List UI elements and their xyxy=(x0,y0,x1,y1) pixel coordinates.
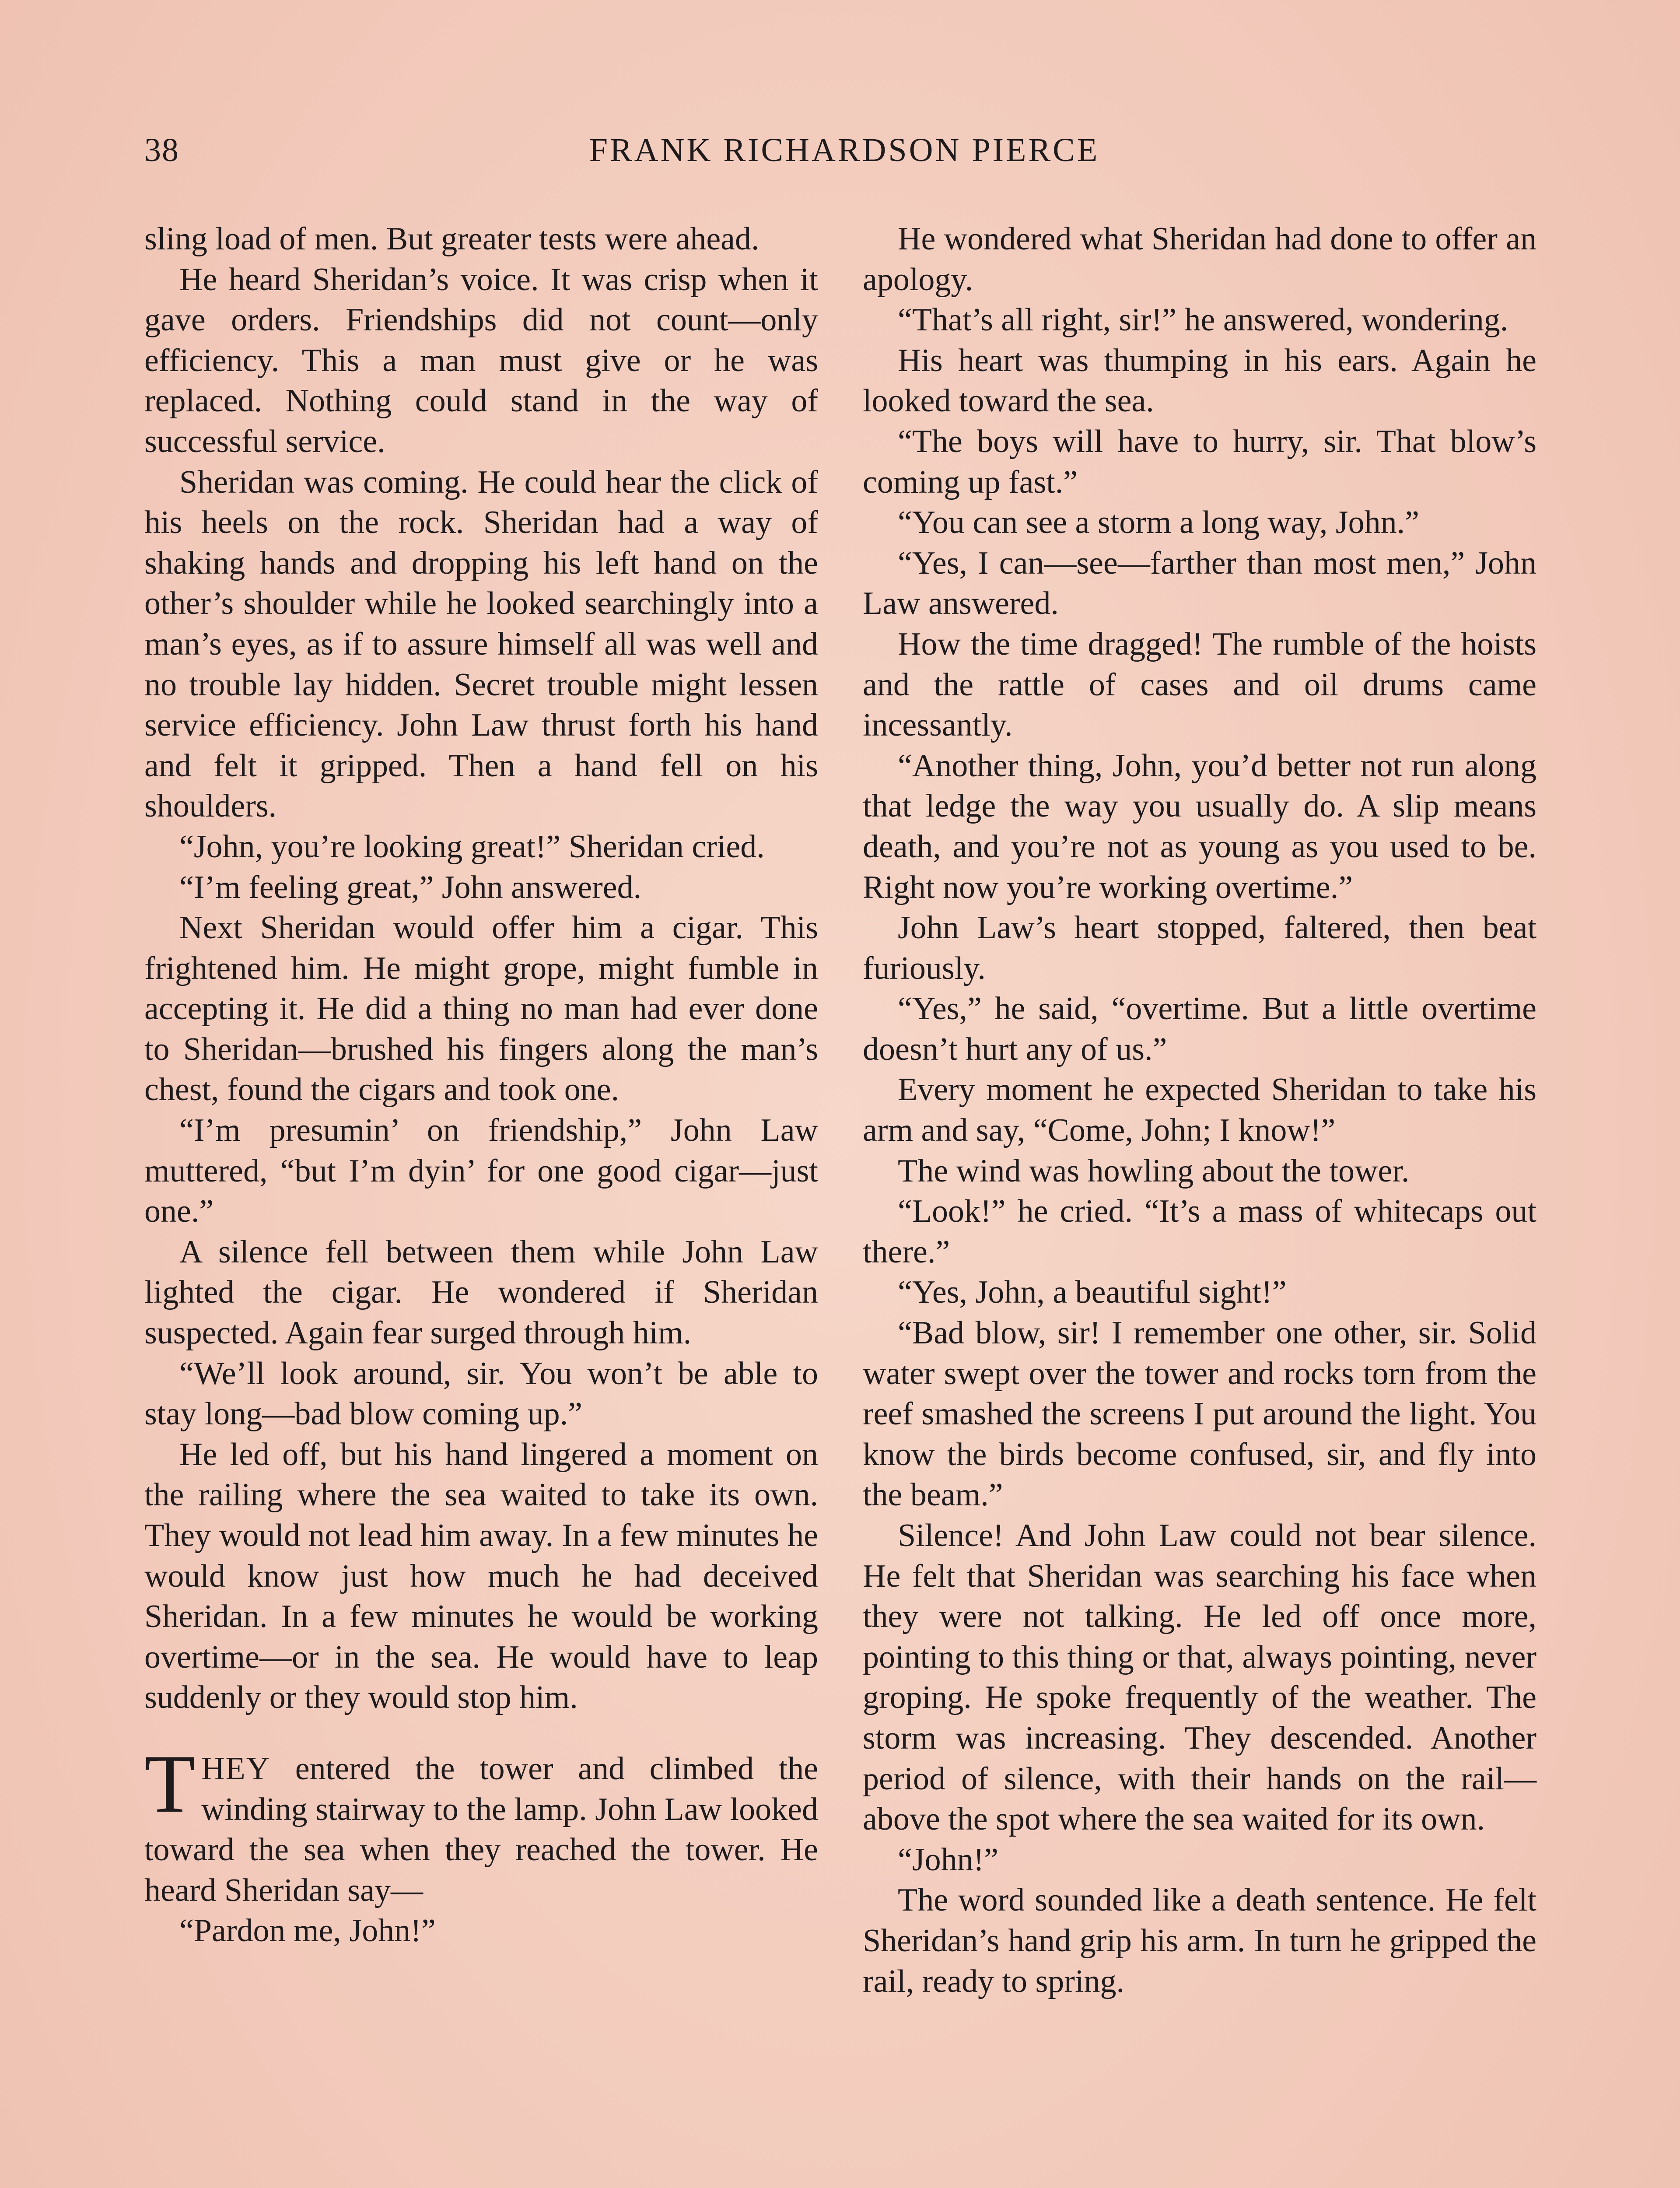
page-number: 38 xyxy=(144,132,179,168)
paragraph: He led off, but his hand lingered a moment on the railing where the sea waited to take its own. They would not lead him away. In a few minutes he would know just how much he had deceived Sheridan. In a few minutes he would be working overtime—or in the sea. He would have to leap suddenly or they would stop him. xyxy=(144,1436,818,1716)
paragraph: “Bad blow, sir! I remember one other, sir. Solid water swept over the tower and rocks torn from the reef smashed the screens I put around the light. You know the birds become confused, sir, and fly into the beam.” xyxy=(863,1315,1536,1513)
paragraph: His heart was thumping in his ears. Again he looked toward the sea. xyxy=(863,342,1536,419)
paragraph: Next Sheridan would offer him a cigar. This frightened him. He might grope, might fumble in accepting it. He did a thing no man had ever done to Sheridan—brushed his fingers along the man’s chest, found the cigars and took one. xyxy=(144,910,818,1108)
right-text-column xyxy=(863,219,1536,2002)
paragraph: “I’m feeling great,” John answered. xyxy=(179,869,642,905)
paragraph: “Yes, John, a beautiful sight!” xyxy=(898,1274,1287,1311)
paragraph: He wondered what Sheridan had done to offer an apology. xyxy=(863,221,1536,298)
paragraph: A silence fell between them while John Law lighted the cigar. He wondered if Sheridan suspected. Again fear surged through him. xyxy=(144,1234,818,1351)
drop-cap: T xyxy=(144,1738,196,1830)
paragraph: Every moment he expected Sheridan to take his arm and say, “Come, John; I know!” xyxy=(863,1072,1536,1149)
left-text-column xyxy=(144,219,818,1951)
paragraph: John Law’s heart stopped, faltered, then beat furiously. xyxy=(863,910,1536,986)
paragraph: “Another thing, John, you’d better not run along that ledge the way you usually do. A slip means death, and you’re not as young as you used to be. Right now you’re working overtime.” xyxy=(863,747,1536,905)
paragraph: “We’ll look around, sir. You won’t be able to stay long—bad blow coming up.” xyxy=(144,1355,818,1432)
paragraph: The wind was howling about the tower. xyxy=(898,1153,1410,1189)
paragraph: Sheridan was coming. He could hear the click of his heels on the rock. Sheridan had a way of shaking hands and dropping his left hand on the other’s shoulder while he looked searchingly into a man’s eyes, as if to assure himself all was well and no trouble lay hidden. Secret trouble might lessen service efficiency. John Law thrust forth his hand and felt it gripped. Then a hand fell on his shoulders. xyxy=(144,464,818,824)
paragraph: “Look!” he cried. “It’s a mass of whitecaps out there.” xyxy=(863,1193,1536,1270)
paragraph: He heard Sheridan’s voice. It was crisp when it gave orders. Friendships did not count—only efficiency. This a man must give or he was replaced. Nothing could stand in the way of successful service. xyxy=(144,261,818,459)
opening-small-caps: HEY xyxy=(201,1750,271,1787)
running-head-author: FRANK RICHARDSON PIERCE xyxy=(589,132,1100,168)
page-header xyxy=(0,131,1680,179)
paragraph: How the time dragged! The rumble of the hoists and the rattle of cases and oil drums came incessantly. xyxy=(863,626,1536,743)
paragraph: “John!” xyxy=(898,1841,999,1878)
paragraph: The word sounded like a death sentence. He felt Sheridan’s hand grip his arm. In turn he gripped the rail, ready to spring. xyxy=(863,1882,1536,1999)
paragraph: sling load of men. But greater tests were ahead. xyxy=(144,221,760,257)
paragraph: “The boys will have to hurry, sir. That blow’s coming up fast.” xyxy=(863,423,1536,500)
paragraph: “Yes,” he said, “overtime. But a little overtime doesn’t hurt any of us.” xyxy=(863,991,1536,1067)
paragraph: “John, you’re looking great!” Sheridan cried. xyxy=(179,828,765,865)
paragraph: “You can see a storm a long way, John.” xyxy=(898,505,1419,541)
paragraph: “Pardon me, John!” xyxy=(179,1913,436,1949)
section-opening-paragraph xyxy=(144,1738,818,1911)
paragraph: “That’s all right, sir!” he answered, wondering. xyxy=(898,302,1508,338)
paragraph-text: entered the tower and climbed the winding stairway to the lamp. John Law looked toward the sea when they reached the tower. He heard Sheridan say— xyxy=(144,1750,818,1908)
paragraph: “Yes, I can—see—farther than most men,” John Law answered. xyxy=(863,545,1536,622)
paragraph: Silence! And John Law could not bear silence. He felt that Sheridan was searching his face when they were not talking. He led off once more, pointing to this thing or that, always pointing, never groping. He spoke frequently of the weather. The storm was increasing. They descended. Another period of silence, with their hands on the rail—above the spot where the sea waited for its own. xyxy=(863,1518,1536,1837)
paragraph: “I’m presumin’ on friendship,” John Law muttered, “but I’m dyin’ for one good cigar—just one.” xyxy=(144,1112,818,1230)
